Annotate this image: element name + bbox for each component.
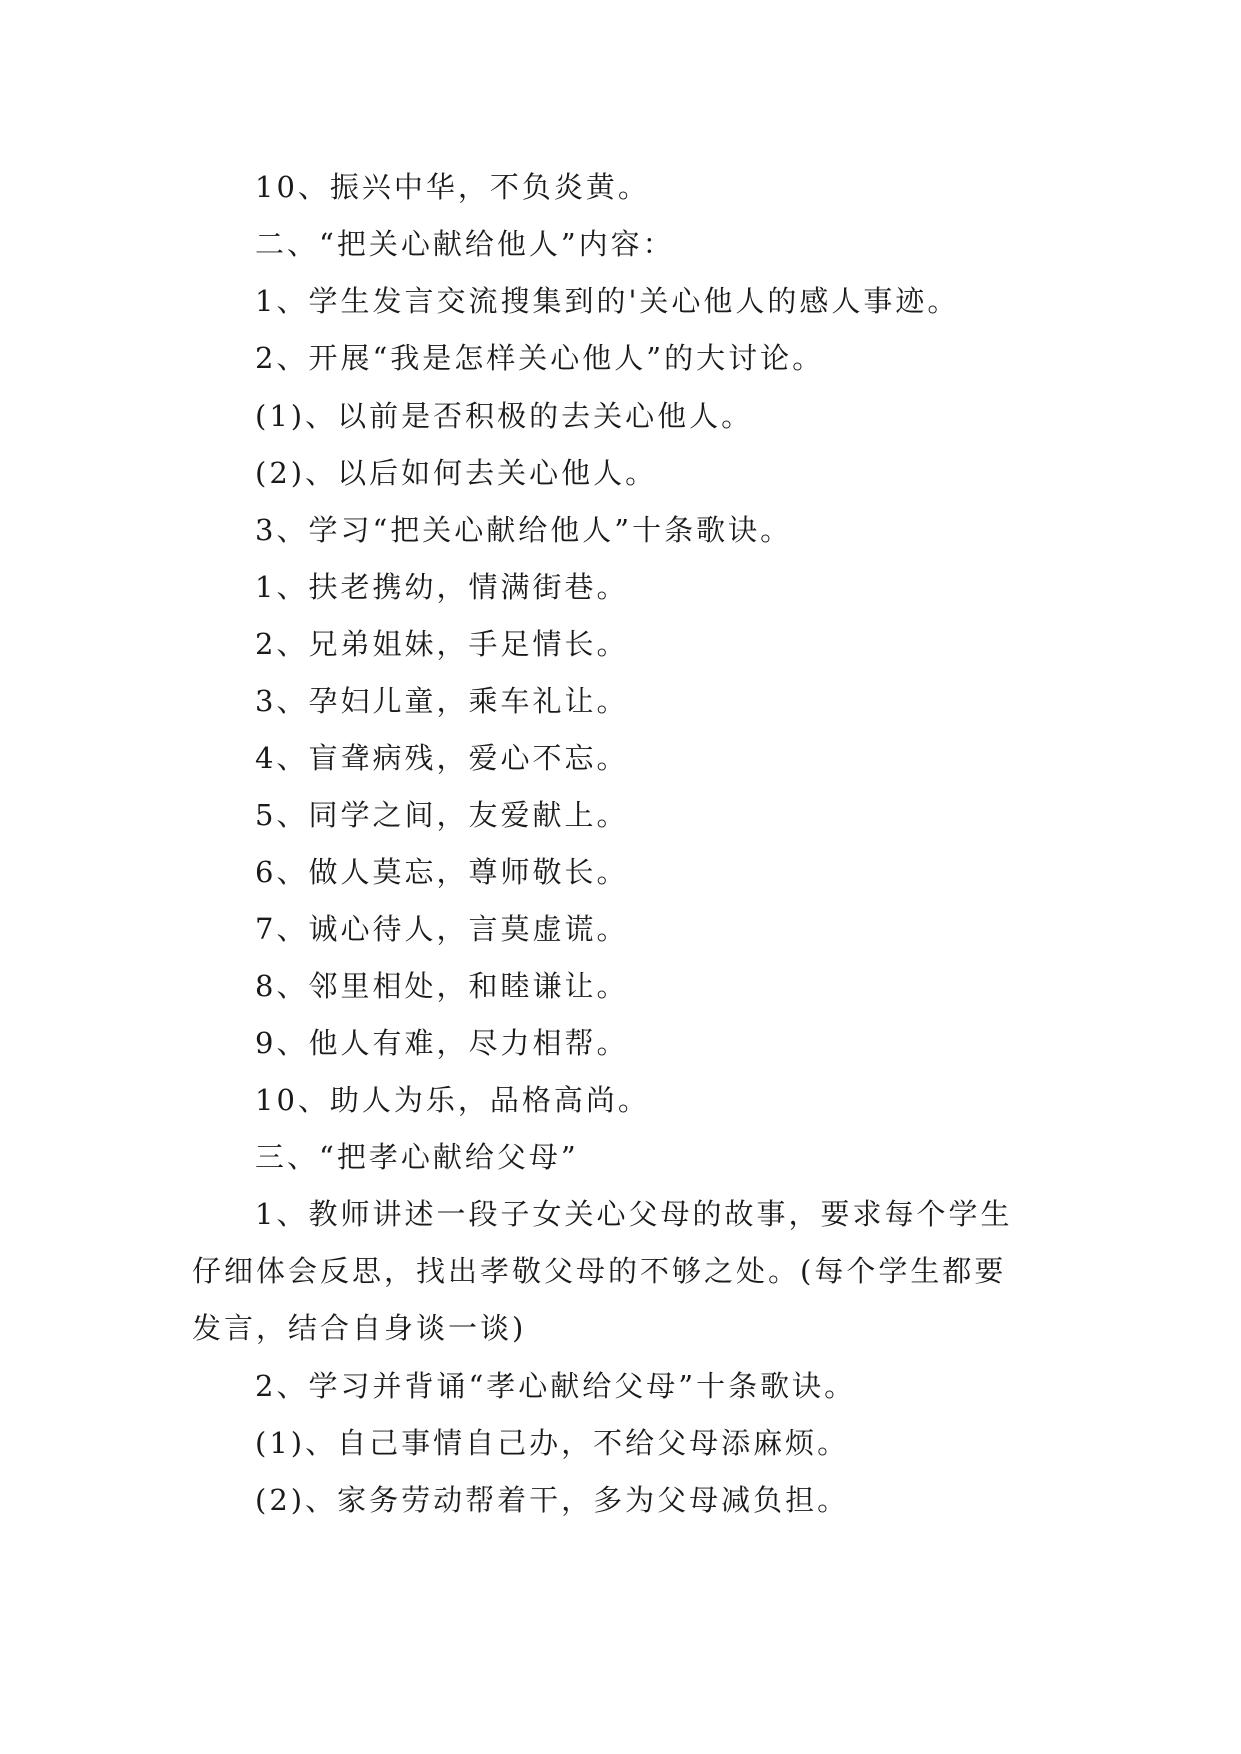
text-line: 3、孕妇儿童，乘车礼让。 <box>255 684 629 718</box>
text-line: 4、盲聋病残，爱心不忘。 <box>255 741 629 775</box>
text-line: 2、学习并背诵“孝心献给父母”十条歌诀。 <box>255 1369 857 1403</box>
text-line: 7、诚心待人，言莫虚谎。 <box>255 912 629 946</box>
text-line: 6、做人莫忘，尊师敬长。 <box>255 855 629 889</box>
text-line: 2、兄弟姐妹，手足情长。 <box>255 627 629 661</box>
text-line: 仔细体会反思，找出孝敬父母的不够之处。(每个学生都要 <box>192 1254 1007 1288</box>
text-line: 1、教师讲述一段子女关心父母的故事，要求每个学生 <box>255 1197 1013 1231</box>
text-line: 1、学生发言交流搜集到的'关心他人的感人事迹。 <box>255 284 960 318</box>
section-heading: 三、“把孝心献给父母” <box>255 1140 579 1174</box>
text-line: (1)、自己事情自己办，不给父母添麻烦。 <box>255 1426 850 1460</box>
text-line: 2、开展“我是怎样关心他人”的大讨论。 <box>255 341 825 375</box>
text-line: 9、他人有难，尽力相帮。 <box>255 1026 629 1060</box>
text-line: 5、同学之间，友爱献上。 <box>255 798 629 832</box>
text-line: (2)、以后如何去关心他人。 <box>255 456 658 490</box>
text-line: 8、邻里相处，和睦谦让。 <box>255 969 629 1003</box>
text-line: 10、助人为乐，品格高尚。 <box>255 1083 650 1117</box>
text-line: (2)、家务劳动帮着干，多为父母减负担。 <box>255 1483 850 1517</box>
text-line: 发言，结合自身谈一谈) <box>192 1311 527 1345</box>
text-line: 1、扶老携幼，情满街巷。 <box>255 570 629 604</box>
text-line: 3、学习“把关心献给他人”十条歌诀。 <box>255 513 793 547</box>
section-heading: 二、“把关心献给他人”内容： <box>255 227 675 261</box>
text-line: (1)、以前是否积极的去关心他人。 <box>255 399 754 433</box>
text-line: 10、振兴中华，不负炎黄。 <box>255 170 650 204</box>
